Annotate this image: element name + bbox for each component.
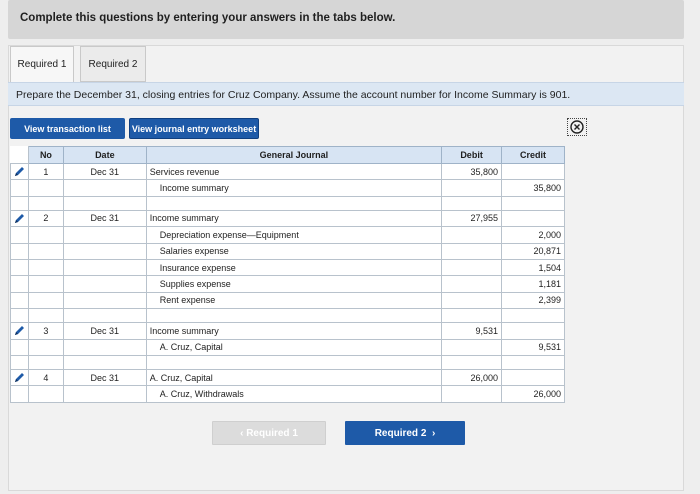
table-row bbox=[11, 386, 565, 402]
blank-cell[interactable] bbox=[442, 355, 502, 369]
blank-cell[interactable] bbox=[502, 196, 565, 210]
debit-amount[interactable]: 26,000 bbox=[442, 369, 502, 385]
chevron-right-icon: › bbox=[426, 427, 436, 439]
blank-cell[interactable] bbox=[146, 196, 441, 210]
account-title[interactable]: Income summary bbox=[146, 323, 441, 339]
blank-cell[interactable] bbox=[146, 355, 441, 369]
blank-cell[interactable] bbox=[63, 355, 146, 369]
no-column-header: No bbox=[28, 147, 63, 164]
pencil-icon bbox=[14, 213, 25, 224]
entry-date[interactable] bbox=[63, 180, 146, 196]
table-row bbox=[11, 323, 565, 339]
entry-number bbox=[28, 386, 63, 402]
previous-required-button bbox=[212, 421, 326, 445]
tab-required-2[interactable] bbox=[80, 46, 146, 82]
blank-cell[interactable] bbox=[442, 196, 502, 210]
entry-date[interactable] bbox=[63, 276, 146, 292]
account-title[interactable]: A. Cruz, Withdrawals bbox=[146, 386, 441, 402]
date-column-header: Date bbox=[63, 147, 146, 164]
instruction-bar bbox=[8, 0, 684, 39]
account-title[interactable]: Services revenue bbox=[146, 164, 441, 180]
credit-amount[interactable]: 20,871 bbox=[502, 243, 565, 259]
view-journal-entry-worksheet-button[interactable] bbox=[129, 118, 259, 139]
credit-amount[interactable]: 1,504 bbox=[502, 259, 565, 275]
edit-entry-3[interactable] bbox=[11, 323, 29, 339]
blank-cell[interactable] bbox=[502, 309, 565, 323]
edit-entry-1[interactable] bbox=[11, 164, 29, 180]
credit-amount[interactable]: 26,000 bbox=[502, 386, 565, 402]
debit-amount[interactable] bbox=[442, 180, 502, 196]
debit-amount[interactable] bbox=[442, 386, 502, 402]
credit-amount[interactable]: 9,531 bbox=[502, 339, 565, 355]
table-header-row bbox=[11, 147, 565, 164]
instructions-text: Complete this questions by entering your answers in the tabs below. bbox=[20, 12, 396, 24]
account-title[interactable]: Income summary bbox=[146, 180, 441, 196]
tab-required-2-label: Required 2 bbox=[88, 58, 138, 70]
edit-cell-empty bbox=[11, 386, 29, 402]
edit-cell-empty bbox=[11, 276, 29, 292]
table-row bbox=[11, 164, 565, 180]
view-transaction-list-label: View transaction list bbox=[24, 123, 111, 134]
table-row-blank bbox=[11, 196, 565, 210]
blank-cell bbox=[28, 196, 63, 210]
table-row bbox=[11, 227, 565, 243]
close-circle-icon bbox=[570, 120, 584, 134]
credit-amount[interactable]: 2,000 bbox=[502, 227, 565, 243]
table-row bbox=[11, 210, 565, 226]
entry-date[interactable] bbox=[63, 259, 146, 275]
account-title[interactable]: A. Cruz, Capital bbox=[146, 369, 441, 385]
entry-date[interactable]: Dec 31 bbox=[63, 210, 146, 226]
account-title[interactable]: Insurance expense bbox=[146, 259, 441, 275]
credit-amount[interactable]: 35,800 bbox=[502, 180, 565, 196]
account-title[interactable]: Income summary bbox=[146, 210, 441, 226]
general-journal-column-header: General Journal bbox=[146, 147, 441, 164]
edit-cell-empty bbox=[11, 227, 29, 243]
table-row bbox=[11, 180, 565, 196]
debit-amount[interactable] bbox=[442, 339, 502, 355]
blank-cell bbox=[28, 355, 63, 369]
edit-cell-empty bbox=[11, 196, 29, 210]
entry-number bbox=[28, 243, 63, 259]
credit-amount[interactable] bbox=[502, 369, 565, 385]
edit-cell-empty bbox=[11, 339, 29, 355]
entry-number bbox=[28, 227, 63, 243]
pencil-icon bbox=[14, 372, 25, 383]
edit-cell-empty bbox=[11, 259, 29, 275]
blank-cell[interactable] bbox=[146, 309, 441, 323]
table-row bbox=[11, 339, 565, 355]
table-row bbox=[11, 243, 565, 259]
debit-amount[interactable] bbox=[442, 243, 502, 259]
credit-amount[interactable]: 2,399 bbox=[502, 292, 565, 308]
entry-number: 3 bbox=[28, 323, 63, 339]
account-title[interactable]: Salaries expense bbox=[146, 243, 441, 259]
account-title[interactable]: A. Cruz, Capital bbox=[146, 339, 441, 355]
table-row bbox=[11, 259, 565, 275]
view-transaction-list-button[interactable] bbox=[10, 118, 125, 139]
debit-amount[interactable] bbox=[442, 276, 502, 292]
entry-number bbox=[28, 259, 63, 275]
general-journal-table bbox=[10, 146, 565, 403]
debit-amount[interactable] bbox=[442, 227, 502, 243]
blank-cell bbox=[28, 309, 63, 323]
entry-number: 1 bbox=[28, 164, 63, 180]
table-row bbox=[11, 276, 565, 292]
entry-date[interactable] bbox=[63, 339, 146, 355]
credit-amount[interactable] bbox=[502, 164, 565, 180]
prompt-bar bbox=[8, 82, 684, 106]
debit-amount[interactable]: 9,531 bbox=[442, 323, 502, 339]
entry-date[interactable] bbox=[63, 292, 146, 308]
account-title[interactable]: Supplies expense bbox=[146, 276, 441, 292]
debit-amount[interactable]: 27,955 bbox=[442, 210, 502, 226]
tab-required-1[interactable] bbox=[10, 46, 74, 82]
entry-date[interactable]: Dec 31 bbox=[63, 164, 146, 180]
table-row-blank bbox=[11, 355, 565, 369]
edit-column-header bbox=[11, 147, 29, 164]
account-title[interactable]: Rent expense bbox=[146, 292, 441, 308]
edit-cell-empty bbox=[11, 292, 29, 308]
blank-cell[interactable] bbox=[63, 309, 146, 323]
edit-cell-empty bbox=[11, 180, 29, 196]
previous-required-label: Required 1 bbox=[246, 427, 298, 439]
entry-number bbox=[28, 276, 63, 292]
edit-cell-empty bbox=[11, 243, 29, 259]
debit-amount[interactable]: 35,800 bbox=[442, 164, 502, 180]
blank-cell[interactable] bbox=[63, 196, 146, 210]
debit-amount[interactable] bbox=[442, 292, 502, 308]
account-title[interactable]: Depreciation expense—Equipment bbox=[146, 227, 441, 243]
next-required-label: Required 2 bbox=[374, 427, 427, 439]
entry-number bbox=[28, 339, 63, 355]
next-required-button[interactable] bbox=[345, 421, 465, 445]
debit-amount[interactable] bbox=[442, 259, 502, 275]
prompt-text: Prepare the December 31, closing entries for Cruz Company. Assume the account number for Income Summary is 901. bbox=[16, 89, 571, 101]
debit-column-header: Debit bbox=[442, 147, 502, 164]
credit-amount[interactable] bbox=[502, 210, 565, 226]
entry-date[interactable]: Dec 31 bbox=[63, 323, 146, 339]
entry-number bbox=[28, 180, 63, 196]
pencil-icon bbox=[14, 166, 25, 177]
entry-date[interactable] bbox=[63, 227, 146, 243]
edit-cell-empty bbox=[11, 309, 29, 323]
close-icon[interactable] bbox=[567, 118, 587, 136]
view-journal-entry-worksheet-label: View journal entry worksheet bbox=[131, 123, 257, 134]
credit-amount[interactable]: 1,181 bbox=[502, 276, 565, 292]
entry-number: 4 bbox=[28, 369, 63, 385]
entry-date[interactable] bbox=[63, 243, 146, 259]
chevron-left-icon: ‹ bbox=[240, 427, 247, 439]
tab-required-1-label: Required 1 bbox=[17, 59, 67, 70]
blank-cell[interactable] bbox=[502, 355, 565, 369]
blank-cell[interactable] bbox=[442, 309, 502, 323]
entry-number: 2 bbox=[28, 210, 63, 226]
credit-column-header: Credit bbox=[502, 147, 565, 164]
credit-amount[interactable] bbox=[502, 323, 565, 339]
table-row-blank bbox=[11, 309, 565, 323]
pencil-icon bbox=[14, 325, 25, 336]
edit-entry-2[interactable] bbox=[11, 210, 29, 226]
edit-entry-4[interactable] bbox=[11, 369, 29, 385]
table-row bbox=[11, 369, 565, 385]
entry-date[interactable]: Dec 31 bbox=[63, 369, 146, 385]
table-row bbox=[11, 292, 565, 308]
entry-number bbox=[28, 292, 63, 308]
edit-cell-empty bbox=[11, 355, 29, 369]
entry-date[interactable] bbox=[63, 386, 146, 402]
